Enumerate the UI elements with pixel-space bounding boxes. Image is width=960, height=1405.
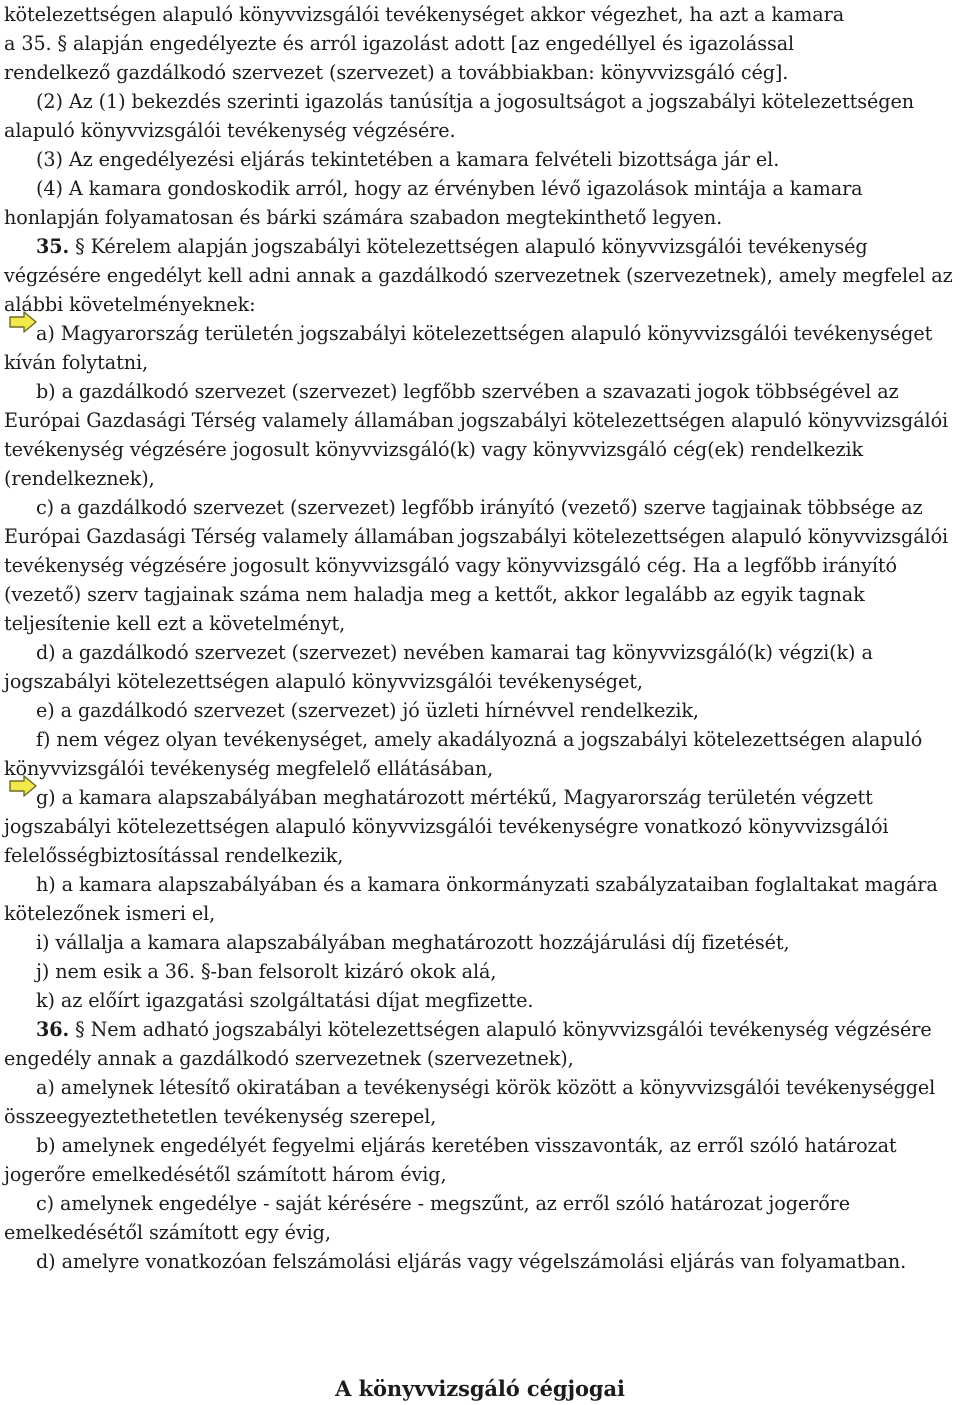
s36-item-c: c) amelynek engedélye - saját kérésére - megszűnt, az erről szóló határozat jogerőre emelkedésétől számított egy évig, [4,1192,851,1244]
paragraph-4: (4) A kamara gondoskodik arról, hogy az érvényben lévő igazolások mintája a kamara honlapján folyamatosan és bárki számára szabadon megtekinthető legyen. [4,177,863,229]
section-35-text: Kérelem alapján jogszabályi kötelezettségen alapuló könyvvizsgálói tevékenység végzésére engedélyt kell adni annak a gazdálkodó szervezetnek (szervezetnek), amely megfelel az alábbi követelményeknek: [4,235,953,316]
s36-item-d: d) amelyre vonatkozóan felszámolási eljárás vagy végelszámolási eljárás van folyamatban. [36,1250,907,1273]
section-heading: A könyvvizsgáló cégjogai [335,1376,625,1401]
s35-item-c: c) a gazdálkodó szervezet (szervezet) legfőbb irányító (vezető) szerve tagjainak többsége az Európai Gazdasági Térség valamely államában jogszabályi kötelezettségen alapuló könyvvizsgálói tevékenység végzésére jogosult könyvvizsgáló vagy könyvvizsgáló cég. Ha a legfőbb irányító (vezető) szerv tagjainak száma nem haladja meg a kettőt, akkor legalább az egyik tagnak teljesítenie kell ezt a követelményt, [4,496,949,635]
s35-item-a: a) Magyarország területén jogszabályi kötelezettségen alapuló könyvvizsgálói tevékenységet kíván folytatni, [4,319,956,377]
s36-item-a: a) amelynek létesítő okiratában a tevékenységi körök között a könyvvizsgálói tevékenységgel összeegyeztethetetlen tevékenység szerepel, [4,1076,936,1128]
intro-line-2: a 35. § alapján engedélyezte és arról igazolást adott [az engedéllyel és igazolással [4,32,795,55]
s35-item-e: e) a gazdálkodó szervezet (szervezet) jó üzleti hírnévvel rendelkezik, [36,699,699,722]
s35-item-j: j) nem esik a 36. §-ban felsorolt kizáró okok alá, [36,960,497,983]
s35-item-f: f) nem végez olyan tevékenységet, amely akadályozná a jogszabályi kötelezettségen alapuló könyvvizsgálói tevékenység megfelelő ellátásában, [4,728,923,780]
section-35-intro [4,232,956,319]
section-sign: § [75,235,85,258]
section-36-number: 36. [36,1018,70,1041]
section-36-text: Nem adható jogszabályi kötelezettségen alapuló könyvvizsgálói tevékenység végzésére engedély annak a gazdálkodó szervezetnek (szervezetnek), [4,1018,932,1070]
paragraph-2: (2) Az (1) bekezdés szerinti igazolás tanúsítja a jogosultságot a jogszabályi kötelezettségen alapuló könyvvizsgálói tevékenység végzésére. [4,90,914,142]
section-sign: § [75,1018,85,1041]
intro-line-1: kötelezettségen alapuló könyvvizsgálói tevékenységet akkor végezhet, ha azt a kamara [4,3,845,26]
s35-item-g: g) a kamara alapszabályában meghatározott mértékű, Magyarország területén végzett jogszabályi kötelezettségen alapuló könyvvizsgálói tevékenységre vonatkozó könyvvizsgálói felelősségbiztosítással rendelkezik, [4,783,956,870]
section-36-intro [4,1015,956,1073]
intro-line-3: rendelkező gazdálkodó szervezet (szervezet) a továbbiakban: könyvvizsgáló cég]. [4,61,789,84]
s35-item-h: h) a kamara alapszabályában és a kamara önkormányzati szabályzataiban foglaltakat magára kötelezőnek ismeri el, [4,873,938,925]
s35-item-k: k) az előírt igazgatási szolgáltatási díjat megfizette. [36,989,534,1012]
paragraph-3: (3) Az engedélyezési eljárás tekintetében a kamara felvételi bizottsága jár el. [36,148,780,171]
s35-item-d: d) a gazdálkodó szervezet (szervezet) nevében kamarai tag könyvvizsgáló(k) végzi(k) a jogszabályi kötelezettségen alapuló könyvvizsgálói tevékenységet, [4,641,873,693]
s36-item-b: b) amelynek engedélyét fegyelmi eljárás keretében visszavonták, az erről szóló határozat jogerőre emelkedésétől számított három évig, [4,1134,897,1186]
arrow-marker-icon [8,311,38,335]
s35-item-b: b) a gazdálkodó szervezet (szervezet) legfőbb szervében a szavazati jogok többségével az Európai Gazdasági Térség valamely államában jogszabályi kötelezettségen alapuló könyvvizsgálói tevékenység végzésére jogosult könyvvizsgáló(k) vagy könyvvizsgáló cég(ek) rendelkezik (rendelkeznek), [4,380,949,490]
s35-item-i: i) vállalja a kamara alapszabályában meghatározott hozzájárulási díj fizetését, [36,931,790,954]
section-35-number: 35. [36,235,70,258]
arrow-marker-icon [8,775,38,799]
